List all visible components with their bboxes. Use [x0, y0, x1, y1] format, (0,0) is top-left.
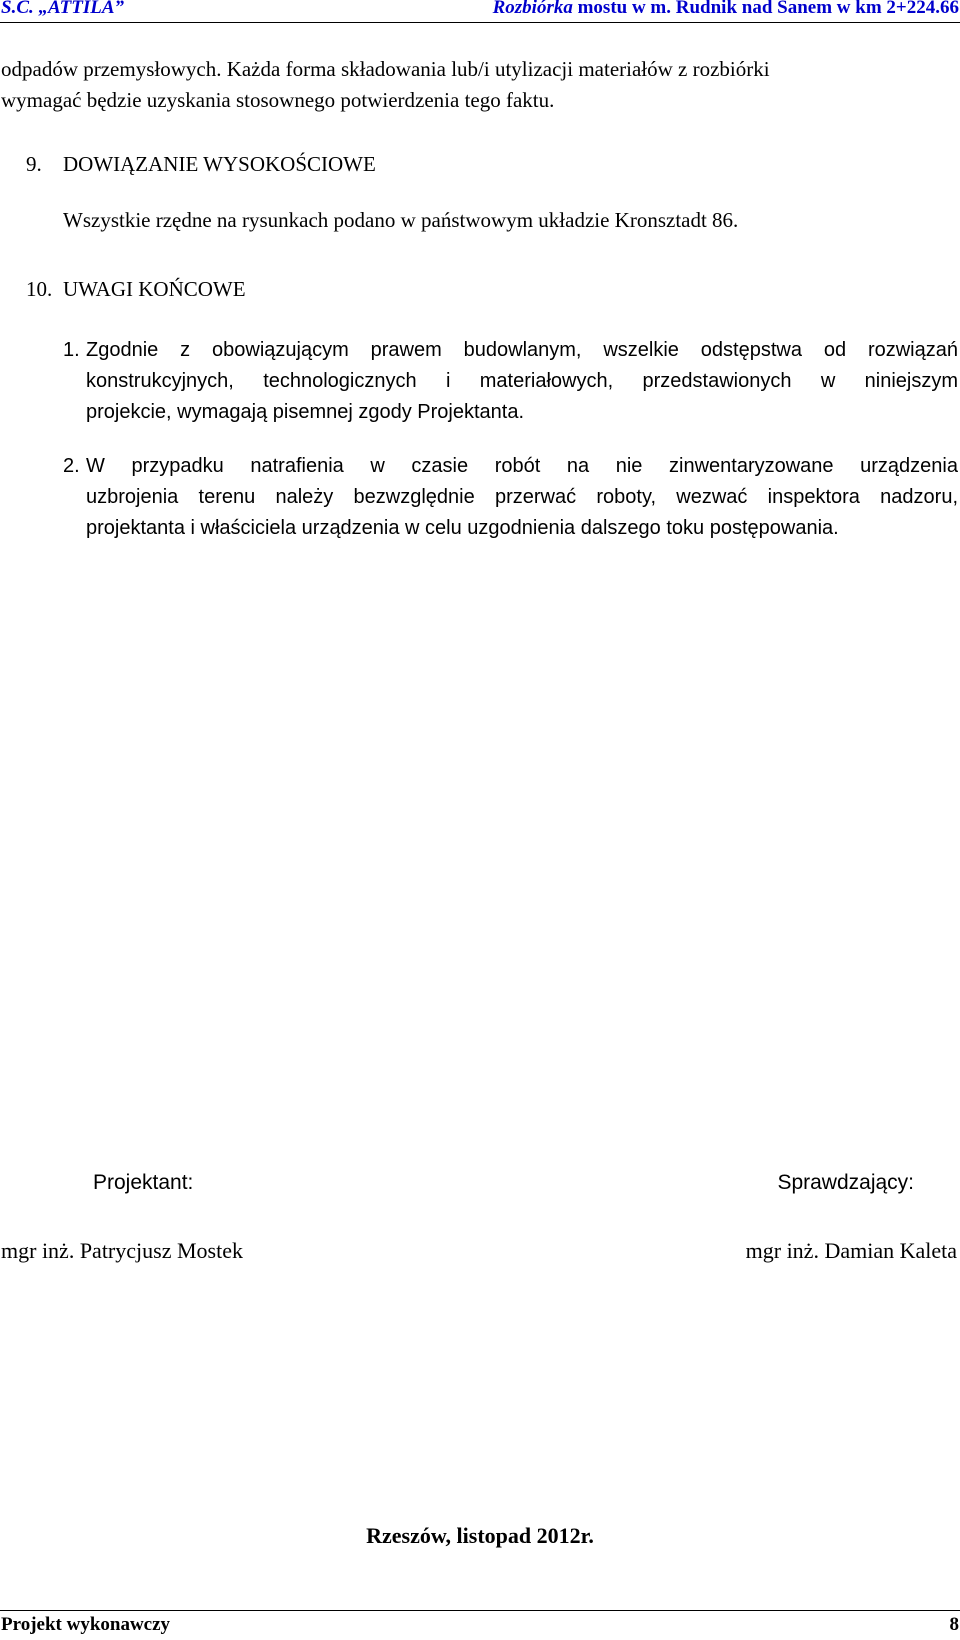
remark-1-line: projekcie, wymagają pisemnej zgody Projektanta.: [86, 401, 524, 423]
place-and-date: Rzeszów, listopad 2012r.: [366, 1523, 594, 1548]
remark-1-line: konstrukcyjnych, technologicznych i materiałowych, przedstawionych w niniejszym: [86, 370, 958, 392]
section-10-number: 10.: [26, 277, 53, 301]
designer-label: Projektant:: [93, 1171, 194, 1194]
remark-1-text: [86, 335, 958, 428]
intro-line-2: wymagać będzie uzyskania stosownego potwierdzenia tego faktu.: [1, 88, 555, 112]
checker-label: Sprawdzający:: [777, 1171, 914, 1194]
section-10-title: UWAGI KOŃCOWE: [63, 277, 246, 301]
remark-2-number: 2.: [63, 455, 80, 477]
header-project-title-rest: mostu w m. Rudnik nad Sanem w km 2+224.66: [572, 0, 959, 18]
header-project-title-italic: Rozbiórka: [492, 0, 573, 18]
remark-2-line: uzbrojenia terenu należy bezwzględnie przerwać roboty, wezwać inspektora nadzoru,: [86, 486, 958, 508]
remark-1-line: Zgodnie z obowiązującym prawem budowlanym, wszelkie odstępstwa od rozwiązań: [86, 339, 958, 361]
header-project-title: [493, 0, 959, 19]
section-9-title: DOWIĄZANIE WYSOKOŚCIOWE: [63, 152, 376, 176]
remark-2-text: [86, 451, 958, 544]
checker-name: mgr inż. Damian Kaleta: [745, 1238, 957, 1263]
remark-2-line: W przypadku natrafienia w czasie robót na nie zinwentaryzowane urządzenia: [86, 455, 958, 477]
intro-line-1: odpadów przemysłowych. Każda forma składowania lub/i utylizacji materiałów z rozbiórki: [1, 57, 770, 81]
footer-document-type: Projekt wykonawczy: [1, 1614, 171, 1635]
page-footer: [0, 1610, 960, 1640]
page-number: 8: [949, 1614, 959, 1635]
section-9-number: 9.: [26, 152, 42, 176]
designer-name: mgr inż. Patrycjusz Mostek: [1, 1238, 243, 1263]
page-header: [0, 0, 960, 23]
header-company: S.C. „ATTILA”: [1, 0, 124, 18]
section-9-text: Wszystkie rzędne na rysunkach podano w państwowym układzie Kronsztadt 86.: [63, 208, 739, 232]
remark-2-line: projektanta i właściciela urządzenia w celu uzgodnienia dalszego toku postępowania.: [86, 517, 839, 539]
remark-1-number: 1.: [63, 339, 80, 361]
